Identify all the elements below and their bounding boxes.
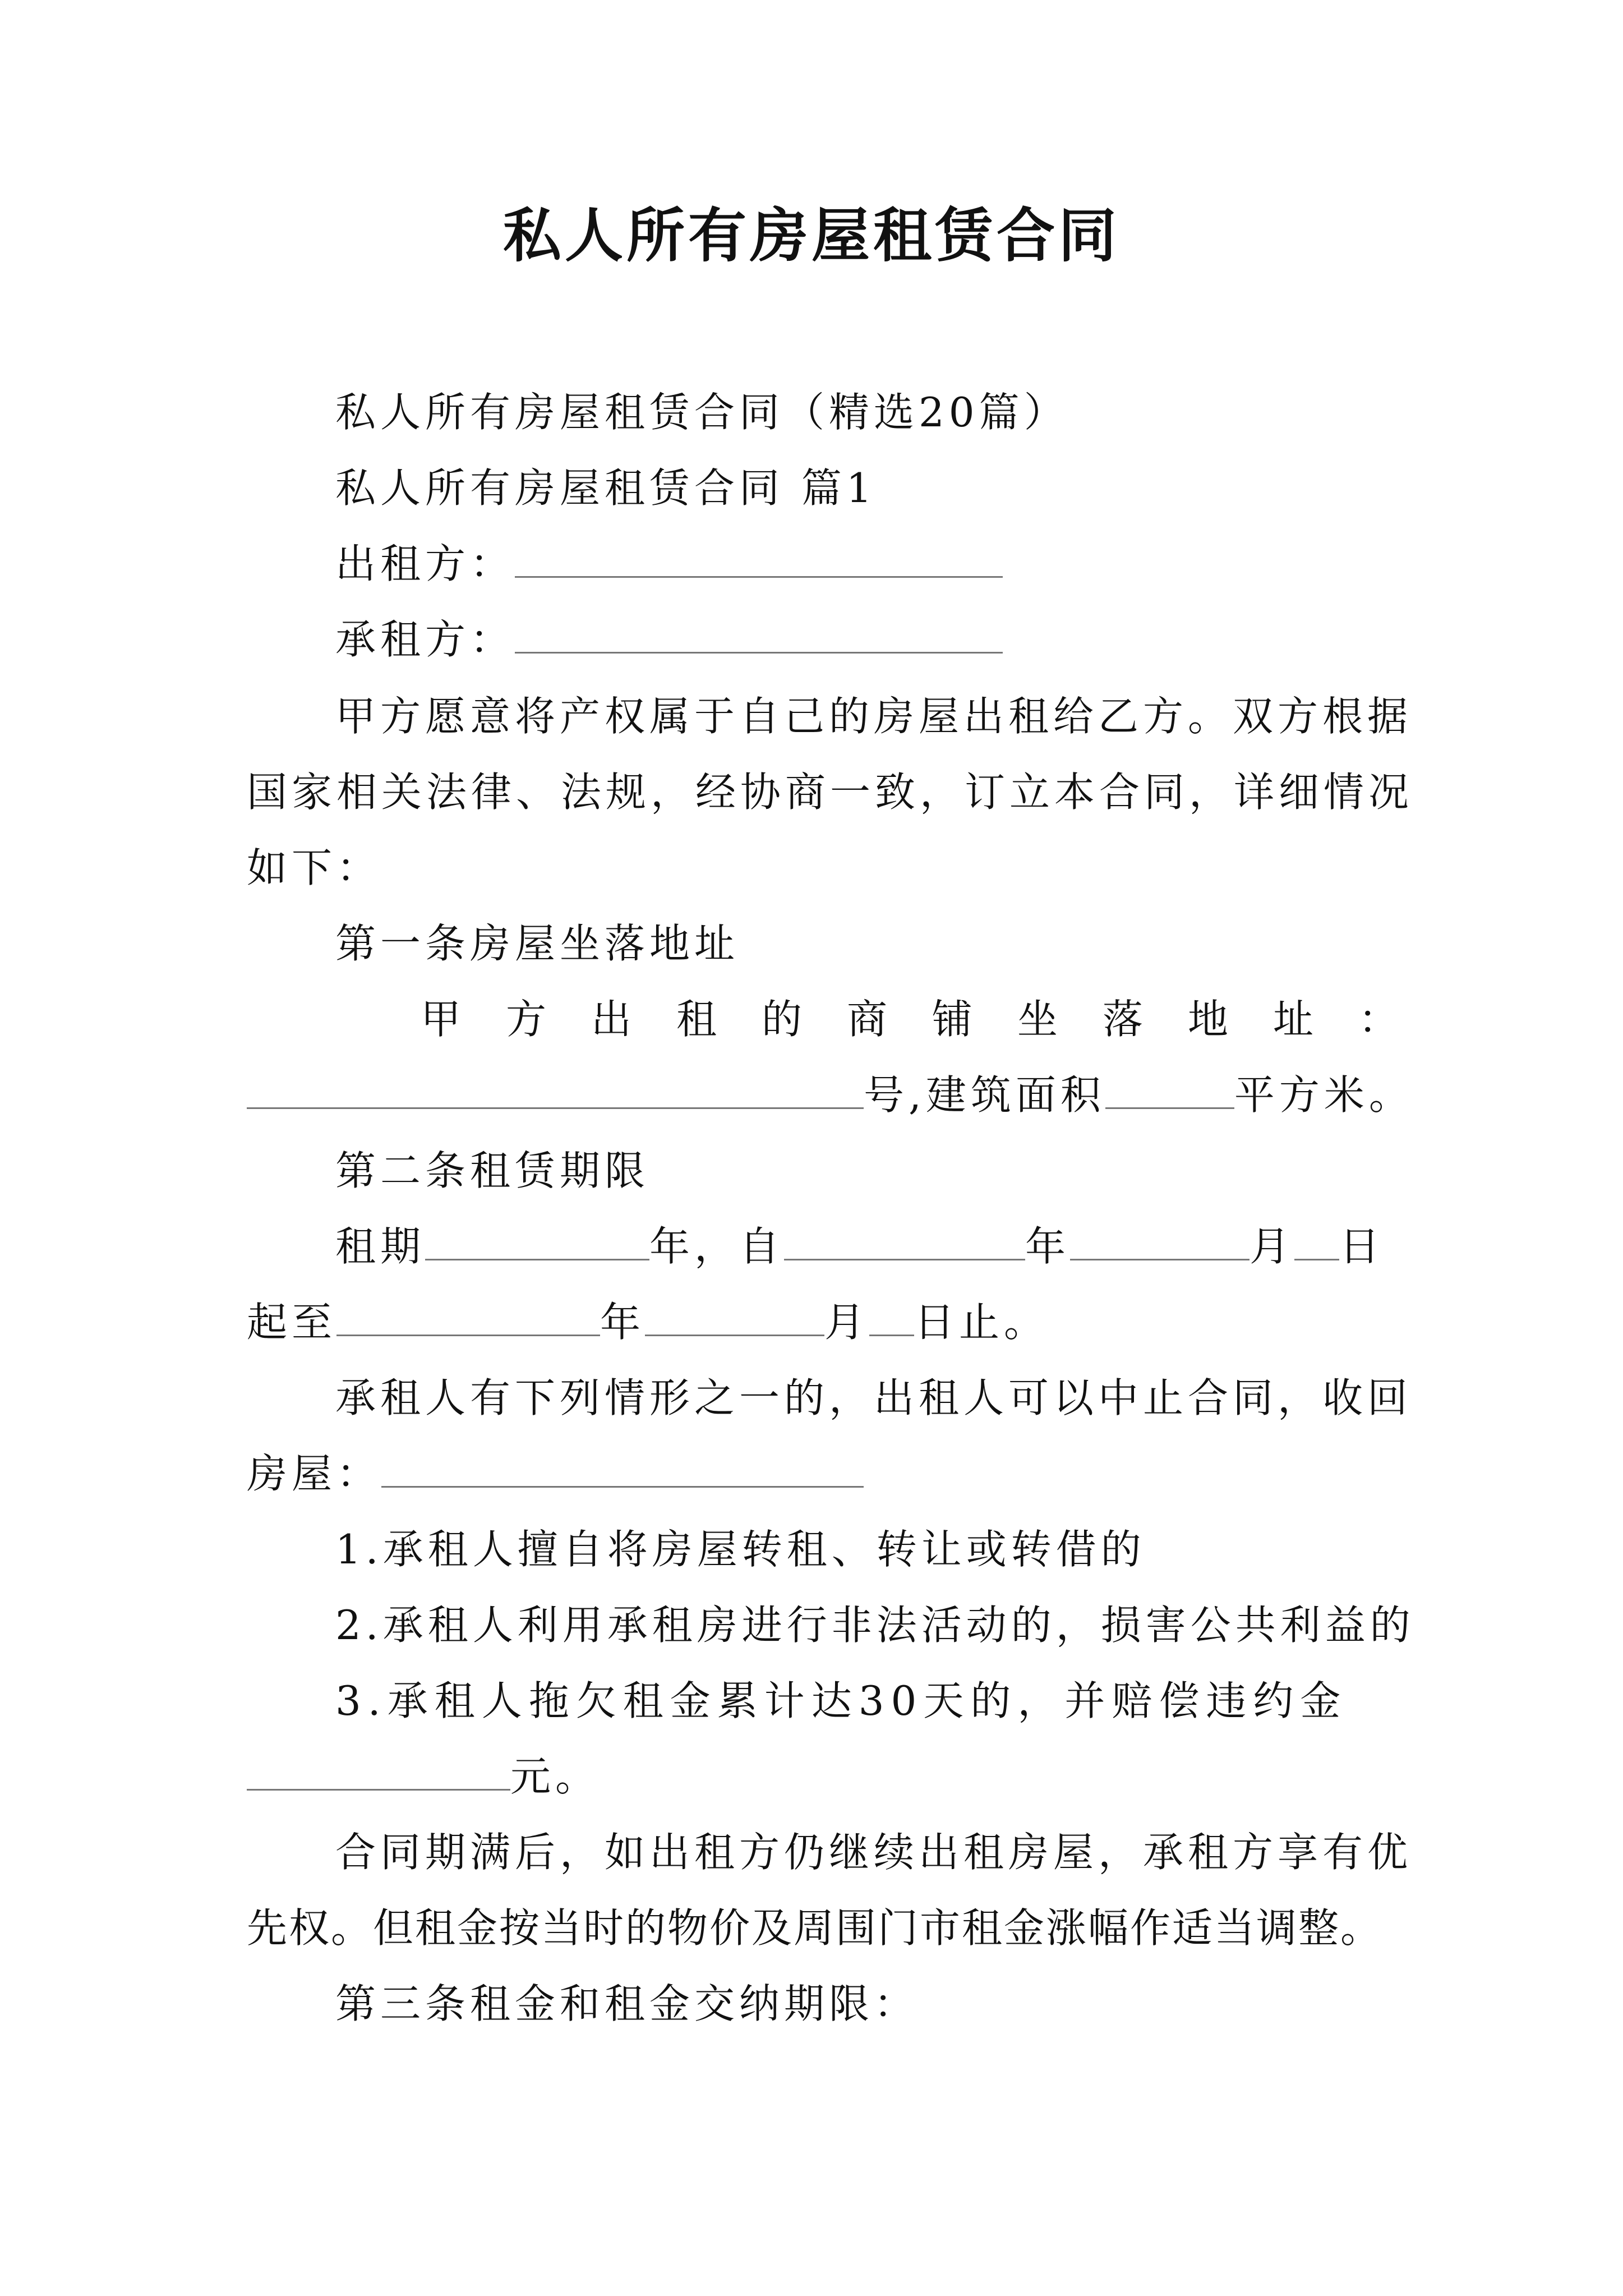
term-years-blank [425,1226,649,1260]
termination-line-2 [247,1448,1380,1499]
lessor-blank [515,544,1003,578]
end-month-text: 月 [824,1299,870,1346]
lessee-label: 承租方： [335,616,515,663]
list-item-1: 1.承租人擅自将房屋转租、转让或转借的 [335,1526,1146,1573]
penalty-blank [247,1756,510,1791]
end-month-blank [645,1302,824,1336]
area-unit: 平方米。 [1234,1071,1414,1119]
term-line-2 [247,1297,1380,1347]
term-label: 租期 [335,1223,426,1270]
list-item-3-continued [247,1751,1380,1802]
area-blank [1105,1075,1234,1109]
list-item-3: 3.承租人拖欠租金累计达30天的，并赔偿违约金 [335,1677,1348,1724]
penalty-unit: 元。 [510,1753,601,1800]
lessor-line [335,539,1468,589]
subtitle: 私人所有房屋租赁合同（精选20篇） [335,389,1069,436]
article-1-address-label: 甲方出租的商铺坐落地址： [421,996,1444,1043]
termination-house-label: 房屋： [247,1450,382,1497]
renewal-line-1: 合同期满后，如出租方仍继续出租房屋，承租方享有优 [335,1829,1413,1876]
term-line-1 [335,1221,1468,1272]
article-2-heading: 第二条租赁期限 [335,1147,650,1194]
article-1-address-line [247,1070,1414,1120]
address-number-text: 号,建筑面积 [864,1071,1105,1119]
start-month-blank [1070,1226,1249,1260]
document-title: 私人所有房屋租赁合同 [502,201,1120,270]
intro-line-3: 如下： [247,844,382,891]
start-month-text: 月 [1249,1223,1295,1270]
lessor-label: 出租方： [335,540,515,587]
article-1-heading: 第一条房屋坐落地址 [335,920,740,967]
until-label: 起至 [247,1299,337,1346]
intro-line-1: 甲方愿意将产权属于自己的房屋出租给乙方。双方根据 [335,693,1413,740]
lessee-blank [515,619,1003,654]
article-3-heading: 第三条租金和租金交纳期限： [335,1980,919,2027]
list-item-2: 2.承租人利用承租房进行非法活动的，损害公共利益的 [335,1602,1415,1649]
start-day-blank [1294,1226,1339,1260]
start-year-blank [784,1226,1025,1260]
renewal-line-2: 先权。但租金按当时的物价及周围门市租金涨幅作适当调整。 [247,1904,1383,1952]
end-day-blank [869,1302,914,1336]
part-heading: 私人所有房屋租赁合同 篇1 [335,464,877,512]
term-year-from: 年，自 [649,1223,785,1270]
end-year-blank [336,1302,600,1336]
termination-line-1: 承租人有下列情形之一的，出租人可以中止合同，收回 [335,1374,1413,1421]
lessee-line [335,614,1468,665]
end-day-text: 日止。 [914,1299,1049,1346]
termination-blank [381,1453,864,1488]
end-year-text: 年 [600,1299,645,1346]
start-year-text: 年 [1025,1223,1071,1270]
address-blank [247,1075,864,1109]
start-day-text: 日 [1339,1223,1385,1270]
intro-line-2: 国家相关法律、法规，经协商一致，订立本合同，详细情况 [247,769,1414,816]
